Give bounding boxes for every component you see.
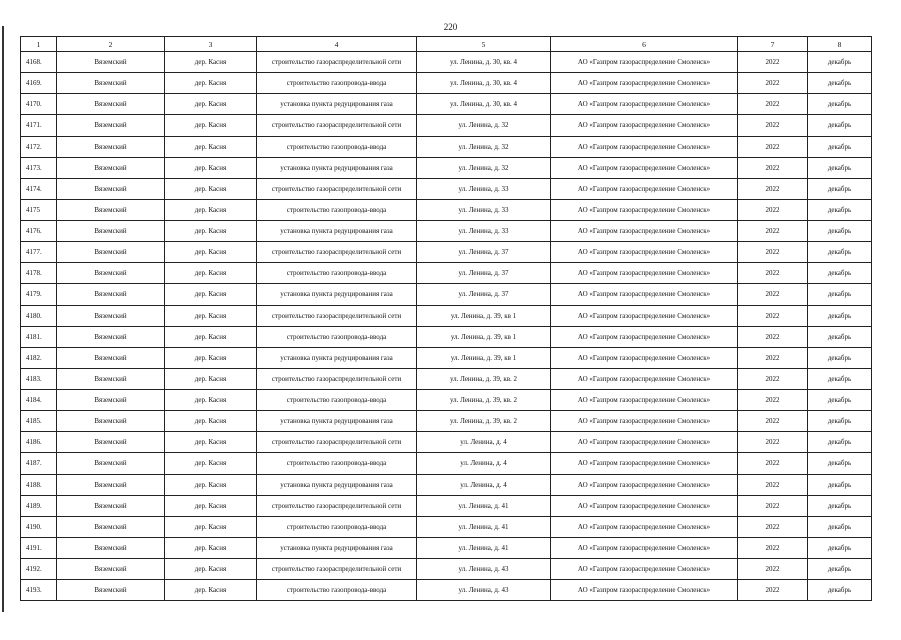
work-type-cell: установка пункта редуцирования газа — [257, 537, 417, 558]
year-cell: 2022 — [738, 157, 808, 178]
table-row — [21, 157, 872, 178]
organization-cell: АО «Газпром газораспределение Смоленск» — [551, 474, 738, 495]
organization-cell: АО «Газпром газораспределение Смоленск» — [551, 347, 738, 368]
district-cell: Вяземский — [57, 52, 165, 73]
row-number-cell: 4182. — [21, 347, 57, 368]
column-header: 2 — [57, 37, 165, 52]
settlement-cell: дер. Касня — [165, 474, 257, 495]
row-number-cell: 4193. — [21, 580, 57, 601]
organization-cell: АО «Газпром газораспределение Смоленск» — [551, 115, 738, 136]
year-cell: 2022 — [738, 347, 808, 368]
year-cell: 2022 — [738, 178, 808, 199]
work-type-cell: установка пункта редуцирования газа — [257, 221, 417, 242]
address-cell: ул. Ленина, д. 32 — [417, 136, 551, 157]
month-cell: декабрь — [808, 305, 872, 326]
district-cell: Вяземский — [57, 199, 165, 220]
year-cell: 2022 — [738, 559, 808, 580]
column-header: 6 — [551, 37, 738, 52]
month-cell: декабрь — [808, 411, 872, 432]
district-cell: Вяземский — [57, 368, 165, 389]
table-body — [21, 52, 872, 601]
organization-cell: АО «Газпром газораспределение Смоленск» — [551, 559, 738, 580]
month-cell: декабрь — [808, 453, 872, 474]
district-cell: Вяземский — [57, 474, 165, 495]
table-row — [21, 94, 872, 115]
organization-cell: АО «Газпром газораспределение Смоленск» — [551, 242, 738, 263]
table-row — [21, 474, 872, 495]
table-header — [21, 37, 872, 52]
year-cell: 2022 — [738, 474, 808, 495]
table-row — [21, 199, 872, 220]
settlement-cell: дер. Касня — [165, 453, 257, 474]
settlement-cell: дер. Касня — [165, 326, 257, 347]
address-cell: ул. Ленина, д. 39, кв 1 — [417, 326, 551, 347]
table-row — [21, 537, 872, 558]
organization-cell: АО «Газпром газораспределение Смоленск» — [551, 221, 738, 242]
row-number-cell: 4188. — [21, 474, 57, 495]
header-row — [21, 37, 872, 52]
month-cell: декабрь — [808, 263, 872, 284]
work-type-cell: строительство газопровода-ввода — [257, 326, 417, 347]
table-row — [21, 559, 872, 580]
month-cell: декабрь — [808, 115, 872, 136]
work-type-cell: строительство газопровода-ввода — [257, 73, 417, 94]
district-cell: Вяземский — [57, 453, 165, 474]
year-cell: 2022 — [738, 516, 808, 537]
organization-cell: АО «Газпром газораспределение Смоленск» — [551, 537, 738, 558]
settlement-cell: дер. Касня — [165, 495, 257, 516]
settlement-cell: дер. Касня — [165, 115, 257, 136]
address-cell: ул. Ленина, д. 39, кв. 2 — [417, 390, 551, 411]
organization-cell: АО «Газпром газораспределение Смоленск» — [551, 136, 738, 157]
district-cell: Вяземский — [57, 495, 165, 516]
work-type-cell: установка пункта редуцирования газа — [257, 157, 417, 178]
organization-cell: АО «Газпром газораспределение Смоленск» — [551, 390, 738, 411]
district-cell: Вяземский — [57, 537, 165, 558]
table-row — [21, 347, 872, 368]
address-cell: ул. Ленина, д. 32 — [417, 115, 551, 136]
district-cell: Вяземский — [57, 242, 165, 263]
district-cell: Вяземский — [57, 432, 165, 453]
address-cell: ул. Ленина, д. 43 — [417, 559, 551, 580]
month-cell: декабрь — [808, 474, 872, 495]
work-type-cell: строительство газопровода-ввода — [257, 263, 417, 284]
row-number-cell: 4171. — [21, 115, 57, 136]
year-cell: 2022 — [738, 495, 808, 516]
district-cell: Вяземский — [57, 263, 165, 284]
year-cell: 2022 — [738, 94, 808, 115]
row-number-cell: 4177. — [21, 242, 57, 263]
organization-cell: АО «Газпром газораспределение Смоленск» — [551, 73, 738, 94]
row-number-cell: 4173. — [21, 157, 57, 178]
row-number-cell: 4185. — [21, 411, 57, 432]
month-cell: декабрь — [808, 284, 872, 305]
work-type-cell: строительство газораспределительной сети — [257, 559, 417, 580]
settlement-cell: дер. Касня — [165, 94, 257, 115]
district-cell: Вяземский — [57, 326, 165, 347]
address-cell: ул. Ленина, д. 39, кв. 2 — [417, 368, 551, 389]
row-number-cell: 4180. — [21, 305, 57, 326]
table-row — [21, 368, 872, 389]
work-type-cell: строительство газопровода-ввода — [257, 516, 417, 537]
organization-cell: АО «Газпром газораспределение Смоленск» — [551, 495, 738, 516]
row-number-cell: 4190. — [21, 516, 57, 537]
settlement-cell: дер. Касня — [165, 73, 257, 94]
table-row — [21, 495, 872, 516]
month-cell: декабрь — [808, 580, 872, 601]
work-type-cell: строительство газораспределительной сети — [257, 242, 417, 263]
year-cell: 2022 — [738, 199, 808, 220]
table-row — [21, 52, 872, 73]
month-cell: декабрь — [808, 495, 872, 516]
work-type-cell: строительство газопровода-ввода — [257, 453, 417, 474]
address-cell: ул. Ленина, д. 39, кв 1 — [417, 347, 551, 368]
organization-cell: АО «Газпром газораспределение Смоленск» — [551, 453, 738, 474]
row-number-cell: 4191. — [21, 537, 57, 558]
work-type-cell: строительство газопровода-ввода — [257, 136, 417, 157]
column-header: 3 — [165, 37, 257, 52]
month-cell: декабрь — [808, 242, 872, 263]
organization-cell: АО «Газпром газораспределение Смоленск» — [551, 368, 738, 389]
month-cell: декабрь — [808, 537, 872, 558]
month-cell: декабрь — [808, 221, 872, 242]
settlement-cell: дер. Касня — [165, 347, 257, 368]
work-type-cell: установка пункта редуцирования газа — [257, 411, 417, 432]
table-row — [21, 284, 872, 305]
month-cell: декабрь — [808, 136, 872, 157]
organization-cell: АО «Газпром газораспределение Смоленск» — [551, 432, 738, 453]
work-type-cell: установка пункта редуцирования газа — [257, 474, 417, 495]
year-cell: 2022 — [738, 52, 808, 73]
address-cell: ул. Ленина, д. 4 — [417, 432, 551, 453]
organization-cell: АО «Газпром газораспределение Смоленск» — [551, 580, 738, 601]
settlement-cell: дер. Касня — [165, 411, 257, 432]
address-cell: ул. Ленина, д. 4 — [417, 474, 551, 495]
work-type-cell: строительство газораспределительной сети — [257, 305, 417, 326]
settlement-cell: дер. Касня — [165, 242, 257, 263]
year-cell: 2022 — [738, 221, 808, 242]
district-cell: Вяземский — [57, 347, 165, 368]
table-row — [21, 73, 872, 94]
settlement-cell: дер. Касня — [165, 390, 257, 411]
row-number-cell: 4189. — [21, 495, 57, 516]
settlement-cell: дер. Касня — [165, 263, 257, 284]
column-header: 7 — [738, 37, 808, 52]
table-row — [21, 432, 872, 453]
address-cell: ул. Ленина, д. 33 — [417, 199, 551, 220]
settlement-cell: дер. Касня — [165, 221, 257, 242]
table-row — [21, 453, 872, 474]
settlement-cell: дер. Касня — [165, 52, 257, 73]
settlement-cell: дер. Касня — [165, 432, 257, 453]
settlement-cell: дер. Касня — [165, 178, 257, 199]
year-cell: 2022 — [738, 305, 808, 326]
year-cell: 2022 — [738, 390, 808, 411]
table-row — [21, 516, 872, 537]
row-number-cell: 4169. — [21, 73, 57, 94]
address-cell: ул. Ленина, д. 4 — [417, 453, 551, 474]
left-margin-rule — [2, 26, 4, 612]
table-row — [21, 221, 872, 242]
row-number-cell: 4175 — [21, 199, 57, 220]
data-table — [20, 36, 872, 601]
table-row — [21, 326, 872, 347]
settlement-cell: дер. Касня — [165, 537, 257, 558]
address-cell: ул. Ленина, д. 33 — [417, 178, 551, 199]
page-number: 220 — [443, 22, 458, 32]
table-row — [21, 390, 872, 411]
year-cell: 2022 — [738, 242, 808, 263]
district-cell: Вяземский — [57, 178, 165, 199]
address-cell: ул. Ленина, д. 41 — [417, 516, 551, 537]
work-type-cell: строительство газопровода-ввода — [257, 199, 417, 220]
district-cell: Вяземский — [57, 580, 165, 601]
settlement-cell: дер. Касня — [165, 157, 257, 178]
settlement-cell: дер. Касня — [165, 559, 257, 580]
settlement-cell: дер. Касня — [165, 284, 257, 305]
row-number-cell: 4174. — [21, 178, 57, 199]
row-number-cell: 4176. — [21, 221, 57, 242]
month-cell: декабрь — [808, 178, 872, 199]
district-cell: Вяземский — [57, 559, 165, 580]
month-cell: декабрь — [808, 326, 872, 347]
year-cell: 2022 — [738, 326, 808, 347]
organization-cell: АО «Газпром газораспределение Смоленск» — [551, 326, 738, 347]
table-row — [21, 136, 872, 157]
organization-cell: АО «Газпром газораспределение Смоленск» — [551, 263, 738, 284]
row-number-cell: 4186. — [21, 432, 57, 453]
district-cell: Вяземский — [57, 411, 165, 432]
settlement-cell: дер. Касня — [165, 580, 257, 601]
settlement-cell: дер. Касня — [165, 516, 257, 537]
month-cell: декабрь — [808, 52, 872, 73]
year-cell: 2022 — [738, 284, 808, 305]
work-type-cell: строительство газопровода-ввода — [257, 580, 417, 601]
organization-cell: АО «Газпром газораспределение Смоленск» — [551, 52, 738, 73]
month-cell: декабрь — [808, 390, 872, 411]
row-number-cell: 4178. — [21, 263, 57, 284]
settlement-cell: дер. Касня — [165, 305, 257, 326]
row-number-cell: 4181. — [21, 326, 57, 347]
year-cell: 2022 — [738, 368, 808, 389]
row-number-cell: 4170. — [21, 94, 57, 115]
year-cell: 2022 — [738, 263, 808, 284]
work-type-cell: установка пункта редуцирования газа — [257, 347, 417, 368]
month-cell: декабрь — [808, 94, 872, 115]
work-type-cell: строительство газопровода-ввода — [257, 390, 417, 411]
district-cell: Вяземский — [57, 94, 165, 115]
settlement-cell: дер. Касня — [165, 136, 257, 157]
work-type-cell: строительство газораспределительной сети — [257, 495, 417, 516]
month-cell: декабрь — [808, 347, 872, 368]
month-cell: декабрь — [808, 432, 872, 453]
address-cell: ул. Ленина, д. 30, кв. 4 — [417, 94, 551, 115]
table-row — [21, 115, 872, 136]
year-cell: 2022 — [738, 432, 808, 453]
address-cell: ул. Ленина, д. 37 — [417, 242, 551, 263]
year-cell: 2022 — [738, 537, 808, 558]
row-number-cell: 4172. — [21, 136, 57, 157]
work-type-cell: строительство газораспределительной сети — [257, 178, 417, 199]
work-type-cell: строительство газораспределительной сети — [257, 368, 417, 389]
organization-cell: АО «Газпром газораспределение Смоленск» — [551, 284, 738, 305]
year-cell: 2022 — [738, 115, 808, 136]
address-cell: ул. Ленина, д. 39, кв. 2 — [417, 411, 551, 432]
address-cell: ул. Ленина, д. 32 — [417, 157, 551, 178]
district-cell: Вяземский — [57, 516, 165, 537]
table-row — [21, 178, 872, 199]
district-cell: Вяземский — [57, 305, 165, 326]
table-row — [21, 580, 872, 601]
address-cell: ул. Ленина, д. 43 — [417, 580, 551, 601]
address-cell: ул. Ленина, д. 41 — [417, 537, 551, 558]
address-cell: ул. Ленина, д. 30, кв. 4 — [417, 52, 551, 73]
table-row — [21, 411, 872, 432]
year-cell: 2022 — [738, 73, 808, 94]
column-header: 4 — [257, 37, 417, 52]
organization-cell: АО «Газпром газораспределение Смоленск» — [551, 199, 738, 220]
row-number-cell: 4179. — [21, 284, 57, 305]
organization-cell: АО «Газпром газораспределение Смоленск» — [551, 516, 738, 537]
column-header: 1 — [21, 37, 57, 52]
organization-cell: АО «Газпром газораспределение Смоленск» — [551, 305, 738, 326]
work-type-cell: строительство газораспределительной сети — [257, 115, 417, 136]
district-cell: Вяземский — [57, 390, 165, 411]
district-cell: Вяземский — [57, 284, 165, 305]
work-type-cell: строительство газораспределительной сети — [257, 52, 417, 73]
district-cell: Вяземский — [57, 73, 165, 94]
row-number-cell: 4184. — [21, 390, 57, 411]
row-number-cell: 4183. — [21, 368, 57, 389]
address-cell: ул. Ленина, д. 33 — [417, 221, 551, 242]
district-cell: Вяземский — [57, 115, 165, 136]
organization-cell: АО «Газпром газораспределение Смоленск» — [551, 157, 738, 178]
organization-cell: АО «Газпром газораспределение Смоленск» — [551, 411, 738, 432]
year-cell: 2022 — [738, 580, 808, 601]
column-header: 8 — [808, 37, 872, 52]
month-cell: декабрь — [808, 73, 872, 94]
month-cell: декабрь — [808, 516, 872, 537]
organization-cell: АО «Газпром газораспределение Смоленск» — [551, 94, 738, 115]
row-number-cell: 4187. — [21, 453, 57, 474]
month-cell: декабрь — [808, 559, 872, 580]
work-type-cell: установка пункта редуцирования газа — [257, 284, 417, 305]
work-type-cell: установка пункта редуцирования газа — [257, 94, 417, 115]
address-cell: ул. Ленина, д. 41 — [417, 495, 551, 516]
district-cell: Вяземский — [57, 221, 165, 242]
district-cell: Вяземский — [57, 157, 165, 178]
year-cell: 2022 — [738, 411, 808, 432]
row-number-cell: 4192. — [21, 559, 57, 580]
table-row — [21, 305, 872, 326]
month-cell: декабрь — [808, 157, 872, 178]
table-row — [21, 263, 872, 284]
address-cell: ул. Ленина, д. 39, кв 1 — [417, 305, 551, 326]
address-cell: ул. Ленина, д. 30, кв. 4 — [417, 73, 551, 94]
settlement-cell: дер. Касня — [165, 199, 257, 220]
year-cell: 2022 — [738, 453, 808, 474]
address-cell: ул. Ленина, д. 37 — [417, 284, 551, 305]
row-number-cell: 4168. — [21, 52, 57, 73]
organization-cell: АО «Газпром газораспределение Смоленск» — [551, 178, 738, 199]
table-row — [21, 242, 872, 263]
month-cell: декабрь — [808, 199, 872, 220]
year-cell: 2022 — [738, 136, 808, 157]
work-type-cell: строительство газораспределительной сети — [257, 432, 417, 453]
month-cell: декабрь — [808, 368, 872, 389]
district-cell: Вяземский — [57, 136, 165, 157]
address-cell: ул. Ленина, д. 37 — [417, 263, 551, 284]
settlement-cell: дер. Касня — [165, 368, 257, 389]
column-header: 5 — [417, 37, 551, 52]
